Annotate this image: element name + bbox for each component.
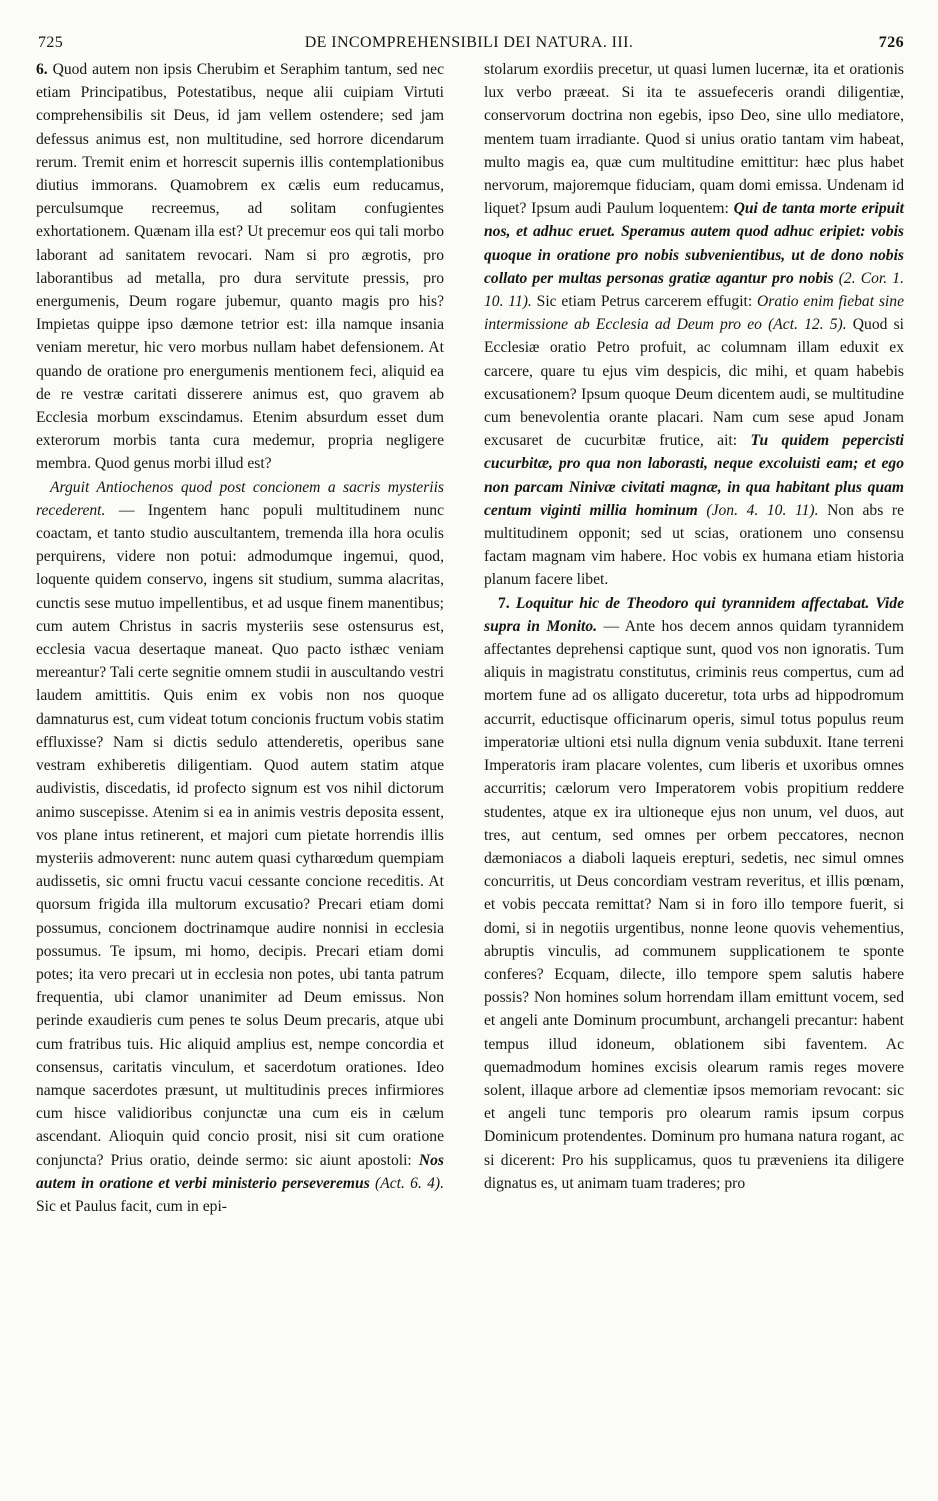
scripture-reference: (Jon. 4. 10. 11).: [706, 501, 819, 519]
running-head: [30, 34, 908, 58]
running-title: DE INCOMPREHENSIBILI DEI NATURA. III.: [304, 34, 634, 51]
scripture-reference: (Act. 12. 5).: [768, 316, 847, 334]
scripture-quote: Nos autem in oratione et verbi ministerio perseveremus: [36, 1151, 444, 1192]
page-number-left: 725: [38, 34, 64, 51]
paragraph-text: Sic et Paulus facit, cum in epi-: [36, 1197, 227, 1215]
section-number: 7.: [498, 594, 510, 612]
scripture-quote: Tu quidem pepercisti cucurbitæ, pro qua non laborasti, neque excoluisti eam; et ego non parcam Ninivæ civitati magnæ, in qua habitant plus quam centum viginti millia hominum: [484, 432, 905, 519]
paragraph-text: Quod autem non ipsis Cherubim et Seraphim tantum, sed nec etiam Principatibus, Potestatibus, neque alii cuipiam Virtuti comprehensibilis sit Deus, id jam vellem ostendere; sed jam defessus animus est, non multitudine, sed horrore dicendarum rerum. Tremit enim et horrescit supernis illis contemplationibus diutius immorans. Quamobrem ex cælis eum reducamus, perculsumque recreemus, ad solitam confugientes exhortationem. Quænam illa est? Ut precemur eos qui tali morbo laborant ad sanitatem revocari. Nam si pro ægrotis, pro laborantibus ad metalla, pro dura servitute pressis, pro energumenis, Deum rogare jubemur, quanto magis pro his? Impietas quippe ipso dæmone tetrior est: illa namque insania veniam meretur, hic vero morbus nullam habet defensionem. At quando de oratione pro energumenis mentionem feci, aliquid ea de re vestræ caritati disserere animus est, quo gravem ab Ecclesia morbum exscindamus. Etenim absurdum esset dum exterorum morbis tanta cura medemur, propria negligere membra. Quod genus morbi illud est?: [36, 61, 444, 473]
page-number-right: 726: [878, 34, 904, 51]
scripture-reference: (2. Cor. 1. 10. 11).: [484, 269, 904, 311]
section-number: 6.: [36, 61, 48, 78]
paragraph-text: Non abs re multitudinem opponit; sed ut scias, orationem uno consensu factam magnam vim habere. Hoc vobis ex humana etiam historia planum facere libet.: [484, 501, 904, 589]
paragraph-continued: [484, 58, 904, 592]
paragraph-text: stolarum exordiis precetur, ut quasi lumen lucernæ, ita et orationis lux verbo præeat. Si ita te assuefeceris orandi diligentiæ, conservorum doctrina non egebis, ipso Deo, sine ullo mediatore, mentem tuam irradiante. Quod si unius oratio tantam vim habeat, multo magis ea, quæ cum multitudine emittitur: hæc plus habet nervorum, majoremque fiduciam, quam domi emissa. Undenam id liquet? Ipsum audi Paulum loquentem:: [484, 61, 904, 218]
paragraph-text: Sic etiam Petrus carcerem effugit:: [536, 293, 753, 311]
paragraph-7: [484, 592, 904, 1195]
left-column: [36, 58, 444, 1488]
paragraph-text: — Ingentem hanc populi multitudinem nunc coactam, et tanto studio auscultantem, tremenda illa hora oculis perquirens, videre non potui: admodumque ingemui, quod, loquente quidem conservo, ingens sit studium, summa alacritas, cunctis sese mutuo impellentibus, et ad usque finem manentibus; cum autem Christus in sacris mysteriis sese ostensurus est, ecclesia vacua desertaque maneat. Quo pacto isthæc veniam mereantur? Tali certe segnitie omnem studii in auscultando vestri laudem amittitis. Quis enim ex vobis non nos quoque damnaturus est, cum videat totum concionis fructum vobis statim effluxisse? Nam si dictis sedulo attenderetis, operibus sane vestram exhiberetis diligentiam. Quod autem statim atque audivistis, discedatis, id profecto signum est vos nihil dictorum animo suscepisse. Atenim si ea in animis vestris deposita essent, vos plane intus retinerent, et majori cum pietate horrendis illis mysteriis admoverent: nunc autem quasi cytharœdum quempiam audissetis, sic omni fructu vacui cessante concione receditis. At quorsum frigida illa multorum excusatio? Precari etiam domi possumus, concionem doctrinamque audire nonnisi in ecclesia possumus. Te ipsum, mi homo, decipis. Precari etiam domi potes; ita vero precari ut in ecclesia non potes, ubi tanta patrum frequentia, ubi clamor unanimiter ad Deum emissus. Non perinde exaudieris cum penes te solus Deum precaris, atque ubi cum fratribus tuis. Hic aliquid amplius est, nempe concordia et consensus, caritatis vinculum, et sacerdotum orationes. Ideo namque sacerdotes præsunt, ut multitudinis preces infirmiores cum hisce validioribus conjunctæ una cum eis in cælum ascendant. Alioquin quid concio prosit, nisi sit cum oratione conjuncta? Prius oratio, deinde sermo: sic aiunt apostoli:: [36, 501, 444, 1169]
paragraph-6: [36, 58, 444, 476]
section-heading: Loquitur hic de Theodoro qui tyrannidem affectabat. Vide supra in Monito.: [484, 594, 904, 635]
paragraph-text: — Ante hos decem annos quidam tyrannidem affectantes deprehensi captique sunt, quod vos non ignoratis. Tum aliquis in magistratu constitutus, criminis reus compertus, cum ad mortem fune ad os alligato duceretur, tota urbs ad hippodromum accurrit, eductisque officinarum operis, simul totus populus reum imperatoriæ ultioni etsi nulla dignum venia subduxit. Itane terreni Imperatoris iram placare volentes, cum liberis et uxoribus omnes accurritis; cælorum vero Imperatorem vobis propitium reddere studentes, atque ex ira ultioneque ejus non unum, vel duos, aut tres, aut centum, sed omnes per orbem peccatores, necnon dæmoniacos a diaboli laqueis erepturi, sedetis, nec simul omnes concurritis, ut Deus concordiam vestram reveritus, et illis pœnam, et vobis peccata remittat? Nam si in foro illo tempore fuerit, si domi, si in negotiis urgentibus, nonne leone quovis vehementius, abruptis vinculis, ad communem supplicationem te sponte conferes? Ecquam, dilecte, illo tempore spem salutis habere possis? Non homines solum horrendam illam emittunt vocem, sed et angeli ante Dominum procumbunt, archangeli precantur: habent tempus illud idoneum, oblationem sibi faventem. Ac quemadmodum homines excisis olearum ramis reges movere solent, illaque arbore ad clementiæ ipsos memoriam revocant: sic et angeli tunc temporis pro olearum ramis ipsum corpus Dominicum protendentes. Dominum pro humana natura rogant, ac si dicerent: Pro his supplicamus, quos tu præveniens ita diligere dignatus es, ut animam tuam traderes; pro: [484, 617, 904, 1192]
right-column: [484, 58, 904, 1488]
section-heading: Arguit Antiochenos quod post concionem a sacris mysteriis recederent.: [36, 478, 444, 519]
scripture-quote: Oratio enim fiebat sine intermissione ab Ecclesia ad Deum pro eo: [484, 293, 904, 334]
scripture-reference: (Act. 6. 4).: [375, 1174, 444, 1192]
scripture-quote: Qui de tanta morte eripuit nos, et adhuc eruet. Speramus autem quod adhuc eripiet: vobis quoque in oratione pro nobis subvenientibus, ut de dono nobis collato per multas personas gratiæ agantur pro nobis: [484, 200, 904, 287]
paragraph-arguit: [36, 476, 444, 1219]
paragraph-text: Quod si Ecclesiæ oratio Petro profuit, ac columnam illam eduxit ex carcere, quare tu ejus vim despicis, dic mihi, et quam habebis excusationem? Ipsum quoque Deum dicentem audi, se multitudine cum benevolentia orante placari. Nam cum sese apud Jonam excusaret de cucurbitæ frutice, ait:: [484, 316, 904, 450]
